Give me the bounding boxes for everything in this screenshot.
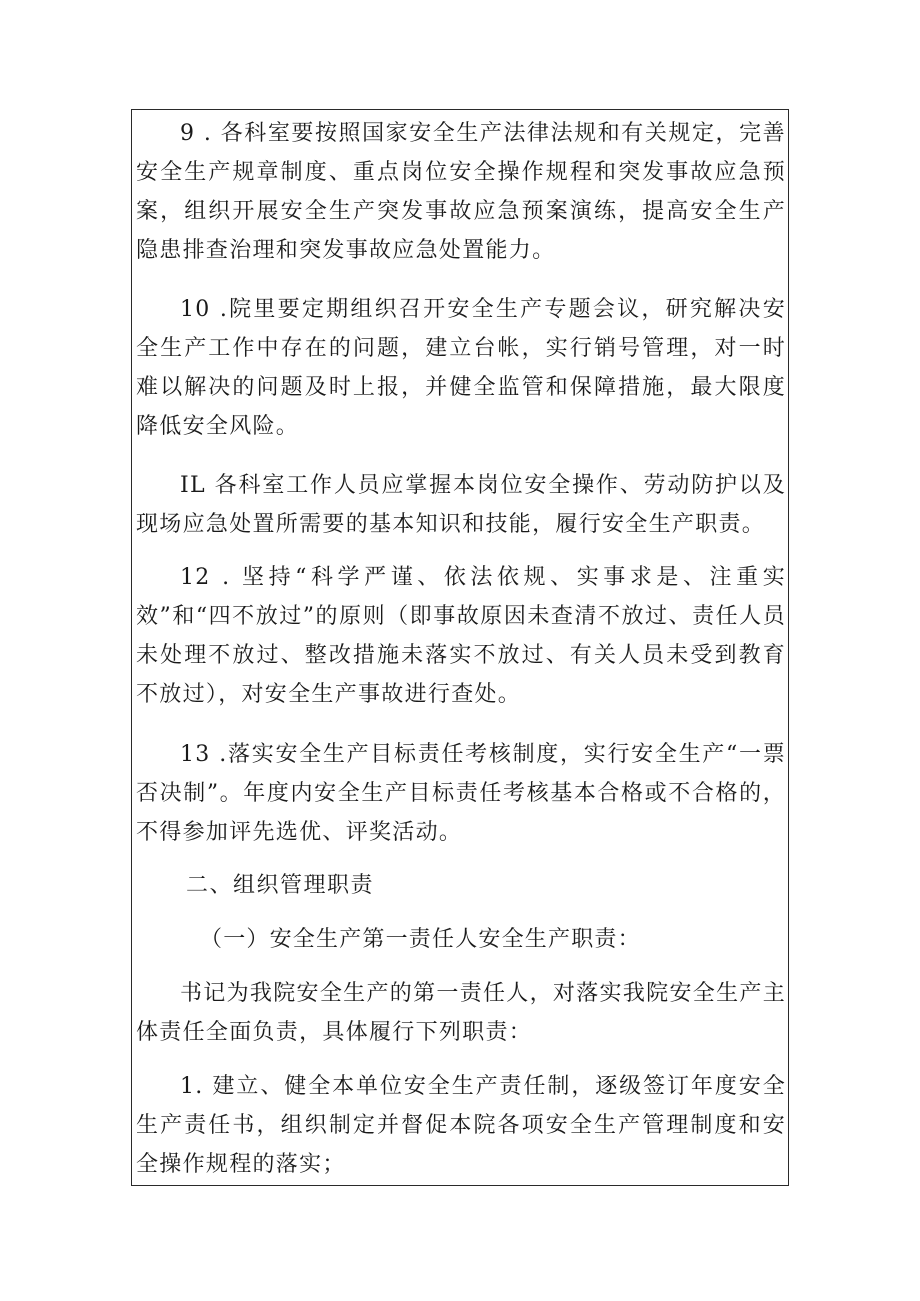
paragraph-item-13: 13 .落实安全生产目标责任考核制度，实行安全生产“一票否决制”。年度内安全生产目标责任考核基本合格或不合格的，不得参加评先选优、评奖活动。 [136,742,786,845]
paragraph-item-10: 10 .院里要定期组织召开安全生产专题会议，研究解决安全生产工作中存在的问题，建立台帐，实行销号管理，对一时难以解决的问题及时上报，并健全监管和保障措施，最大限度降低安全风险。 [136,297,786,439]
paragraph-item-11: IL 各科室工作人员应掌握本岗位安全操作、劳动防护以及现场应急处置所需要的基本知识和技能，履行安全生产职责。 [136,473,786,537]
paragraph-item-9: 9 . 各科室要按照国家安全生产法律法规和有关规定，完善安全生产规章制度、重点岗位安全操作规程和突发事故应急预案，组织开展安全生产突发事故应急预案演练，提高安全生产隐患排查治理和突发事故应急处置能力。 [136,121,786,263]
section-heading: 二、组织管理职责 [186,873,375,898]
subsection-heading: （一）安全生产第一责任人安全生产职责： [200,927,641,952]
intro-paragraph: 书记为我院安全生产的第一责任人，对落实我院安全生产主体责任全面负责，具体履行下列职责： [136,981,786,1045]
list-item-1: 1. 建立、健全本单位安全生产责任制，逐级签订年度安全生产责任书，组织制定并督促本院各项安全生产管理制度和安全操作规程的落实； [136,1074,786,1177]
paragraph-item-12: 12 . 坚持“科学严谨、依法依规、实事求是、注重实效”和“四不放过”的原则（即事故原因未查清不放过、责任人员未处理不放过、整改措施未落实不放过、有关人员未受到教育不放过），对安全生产事故进行查处。 [136,565,786,707]
